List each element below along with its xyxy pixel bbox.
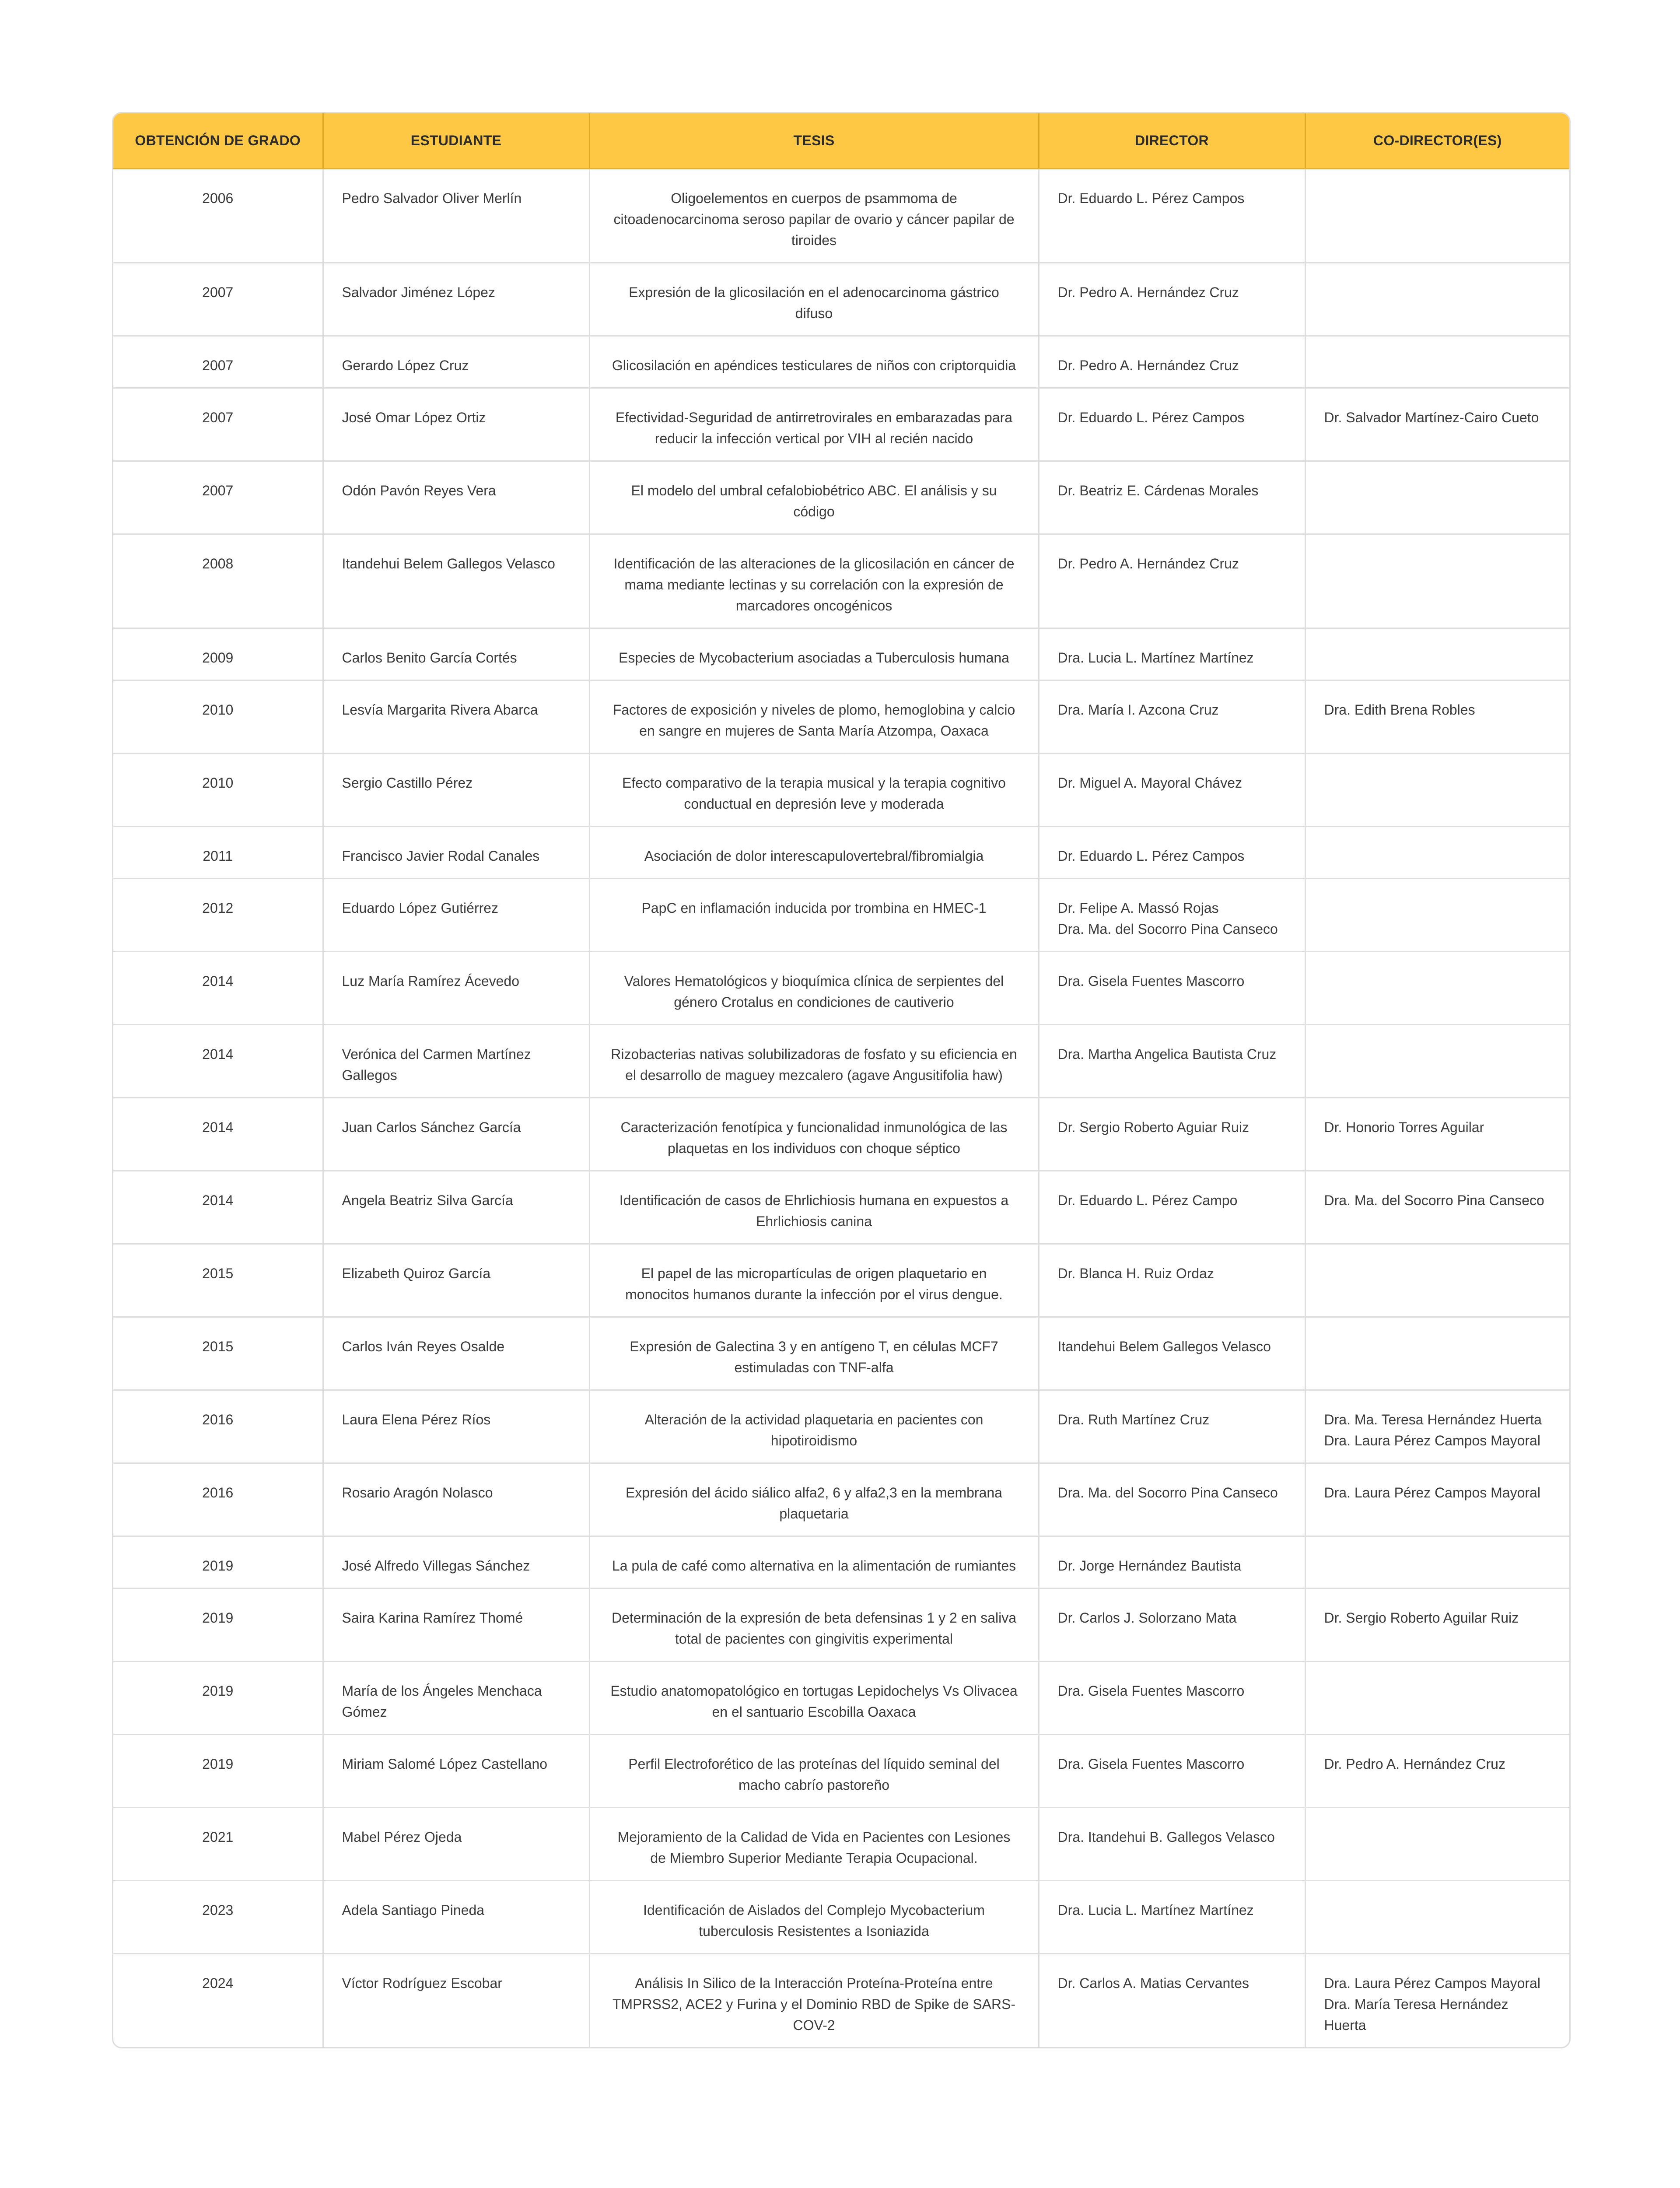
codirector-cell (1305, 1588, 1569, 1662)
graduation-year-cell: 2021 (113, 1808, 323, 1881)
student-cell: Lesvía Margarita Rivera Abarca (323, 680, 589, 754)
director-name: Dr. Eduardo L. Pérez Campos (1057, 190, 1245, 206)
graduation-year-cell: 2019 (113, 1735, 323, 1808)
thesis-cell: Expresión de la glicosilación en el adenocarcinoma gástrico difuso (589, 263, 1039, 336)
director-name: Dra. María I. Azcona Cruz (1057, 702, 1219, 718)
graduation-year-cell: 2010 (113, 680, 323, 754)
director-name: Dr. Miguel A. Mayoral Chávez (1057, 775, 1242, 791)
theses-table (113, 113, 1569, 2047)
table-row (113, 461, 1569, 534)
director-name: Dra. Ma. del Socorro Pina Canseco (1057, 921, 1278, 937)
table-row (113, 628, 1569, 680)
thesis-cell: El modelo del umbral cefalobiobétrico ABC. El análisis y su código (589, 461, 1039, 534)
codirector-name: Dra. Ma. Teresa Hernández Huerta (1324, 1412, 1542, 1427)
student-cell: Salvador Jiménez López (323, 263, 589, 336)
codirector-cell (1305, 1662, 1569, 1735)
student-cell: Carlos Benito García Cortés (323, 628, 589, 680)
codirector-cell (1305, 1390, 1569, 1463)
codirector-cell (1305, 754, 1569, 827)
codirector-cell (1305, 628, 1569, 680)
codirector-cell (1305, 879, 1569, 952)
theses-table-container (112, 112, 1571, 2048)
graduation-year-cell: 2014 (113, 1098, 323, 1171)
graduation-year-cell: 2006 (113, 169, 323, 263)
table-row (113, 1025, 1569, 1098)
thesis-cell: Expresión del ácido siálico alfa2, 6 y alfa2,3 en la membrana plaquetaria (589, 1463, 1039, 1536)
thesis-cell: PapC en inflamación inducida por trombina en HMEC-1 (589, 879, 1039, 952)
thesis-cell: Valores Hematológicos y bioquímica clínica de serpientes del género Crotalus en condiciones de cautiverio (589, 952, 1039, 1025)
table-row (113, 1536, 1569, 1588)
director-name: Dr. Jorge Hernández Bautista (1057, 1558, 1242, 1574)
director-name: Dr. Carlos J. Solorzano Mata (1057, 1610, 1237, 1626)
student-cell: Mabel Pérez Ojeda (323, 1808, 589, 1881)
codirector-cell (1305, 169, 1569, 263)
table-row (113, 336, 1569, 388)
codirector-cell (1305, 1954, 1569, 2048)
table-row (113, 263, 1569, 336)
director-name: Dra. Ma. del Socorro Pina Canseco (1057, 1485, 1278, 1501)
director-cell (1039, 1808, 1305, 1881)
header-student: ESTUDIANTE (323, 113, 589, 169)
director-cell (1039, 1881, 1305, 1954)
director-cell (1039, 1171, 1305, 1244)
codirector-name: Dr. Sergio Roberto Aguilar Ruiz (1324, 1610, 1519, 1626)
director-cell (1039, 263, 1305, 336)
student-cell: Adela Santiago Pineda (323, 1881, 589, 1954)
thesis-cell: Asociación de dolor interescapulovertebral/fibromialgia (589, 827, 1039, 879)
thesis-cell: La pula de café como alternativa en la alimentación de rumiantes (589, 1536, 1039, 1588)
student-cell: Verónica del Carmen Martínez Gallegos (323, 1025, 589, 1098)
student-cell: Elizabeth Quiroz García (323, 1244, 589, 1317)
codirector-name: Dra. Laura Pérez Campos Mayoral (1324, 1433, 1540, 1448)
director-cell (1039, 827, 1305, 879)
director-cell (1039, 534, 1305, 628)
director-cell (1039, 680, 1305, 754)
director-cell (1039, 1536, 1305, 1588)
table-header (113, 113, 1569, 169)
table-row (113, 1390, 1569, 1463)
table-row (113, 1317, 1569, 1390)
director-cell (1039, 1463, 1305, 1536)
student-cell: José Omar López Ortiz (323, 388, 589, 461)
table-row (113, 1171, 1569, 1244)
student-cell: Saira Karina Ramírez Thomé (323, 1588, 589, 1662)
director-name: Dr. Blanca H. Ruiz Ordaz (1057, 1266, 1214, 1281)
codirector-cell (1305, 1171, 1569, 1244)
director-name: Dr. Pedro A. Hernández Cruz (1057, 556, 1239, 572)
thesis-cell: Especies de Mycobacterium asociadas a Tuberculosis humana (589, 628, 1039, 680)
thesis-cell: Mejoramiento de la Calidad de Vida en Pacientes con Lesiones de Miembro Superior Mediante Terapia Ocupacional. (589, 1808, 1039, 1881)
director-cell (1039, 1735, 1305, 1808)
table-row (113, 1662, 1569, 1735)
director-cell (1039, 1317, 1305, 1390)
student-cell: Itandehui Belem Gallegos Velasco (323, 534, 589, 628)
table-row (113, 388, 1569, 461)
codirector-name: Dr. Salvador Martínez-Cairo Cueto (1324, 410, 1539, 425)
director-name: Dra. Gisela Fuentes Mascorro (1057, 1683, 1245, 1699)
codirector-name: Dra. Ma. del Socorro Pina Canseco (1324, 1192, 1544, 1208)
codirector-cell (1305, 1244, 1569, 1317)
table-row (113, 1954, 1569, 2048)
graduation-year-cell: 2007 (113, 336, 323, 388)
student-cell: Eduardo López Gutiérrez (323, 879, 589, 952)
codirector-name: Dra. Laura Pérez Campos Mayoral (1324, 1975, 1540, 1991)
director-name: Dra. Itandehui B. Gallegos Velasco (1057, 1829, 1275, 1845)
header-row (113, 113, 1569, 169)
thesis-cell: Caracterización fenotípica y funcionalidad inmunológica de las plaquetas en los individuos con choque séptico (589, 1098, 1039, 1171)
table-row (113, 534, 1569, 628)
graduation-year-cell: 2014 (113, 952, 323, 1025)
codirector-name: Dra. Laura Pérez Campos Mayoral (1324, 1485, 1540, 1501)
table-row (113, 827, 1569, 879)
director-name: Dr. Carlos A. Matias Cervantes (1057, 1975, 1249, 1991)
director-cell (1039, 754, 1305, 827)
director-name: Dr. Sergio Roberto Aguiar Ruiz (1057, 1119, 1250, 1135)
codirector-cell (1305, 1808, 1569, 1881)
student-cell: Laura Elena Pérez Ríos (323, 1390, 589, 1463)
graduation-year-cell: 2024 (113, 1954, 323, 2048)
codirector-name: Dra. Edith Brena Robles (1324, 702, 1475, 718)
codirector-cell (1305, 263, 1569, 336)
director-name: Dra. Lucia L. Martínez Martínez (1057, 650, 1254, 666)
director-cell (1039, 1390, 1305, 1463)
thesis-cell: Identificación de las alteraciones de la glicosilación en cáncer de mama mediante lectinas y su correlación con la expresión de marcadores oncogénicos (589, 534, 1039, 628)
director-cell (1039, 336, 1305, 388)
codirector-cell (1305, 388, 1569, 461)
graduation-year-cell: 2007 (113, 263, 323, 336)
codirector-cell (1305, 952, 1569, 1025)
graduation-year-cell: 2015 (113, 1317, 323, 1390)
graduation-year-cell: 2014 (113, 1025, 323, 1098)
thesis-cell: Factores de exposición y niveles de plomo, hemoglobina y calcio en sangre en mujeres de Santa María Atzompa, Oaxaca (589, 680, 1039, 754)
codirector-cell (1305, 1098, 1569, 1171)
thesis-cell: Expresión de Galectina 3 y en antígeno T, en células MCF7 estimuladas con TNF-alfa (589, 1317, 1039, 1390)
student-cell: Carlos Iván Reyes Osalde (323, 1317, 589, 1390)
student-cell: Rosario Aragón Nolasco (323, 1463, 589, 1536)
thesis-cell: Análisis In Silico de la Interacción Proteína-Proteína entre TMPRSS2, ACE2 y Furina y el Dominio RBD de Spike de SARS-COV-2 (589, 1954, 1039, 2048)
student-cell: Francisco Javier Rodal Canales (323, 827, 589, 879)
director-name: Dr. Felipe A. Massó Rojas (1057, 900, 1219, 916)
graduation-year-cell: 2008 (113, 534, 323, 628)
codirector-cell (1305, 1463, 1569, 1536)
codirector-name: Dr. Honorio Torres Aguilar (1324, 1119, 1484, 1135)
student-cell: José Alfredo Villegas Sánchez (323, 1536, 589, 1588)
graduation-year-cell: 2019 (113, 1536, 323, 1588)
director-name: Dra. Lucia L. Martínez Martínez (1057, 1902, 1254, 1918)
codirector-cell (1305, 1025, 1569, 1098)
director-name: Dr. Beatriz E. Cárdenas Morales (1057, 483, 1259, 498)
director-cell (1039, 388, 1305, 461)
thesis-cell: Efectividad-Seguridad de antirretrovirales en embarazadas para reducir la infección vertical por VIH al recién nacido (589, 388, 1039, 461)
codirector-cell (1305, 1881, 1569, 1954)
student-cell: Miriam Salomé López Castellano (323, 1735, 589, 1808)
thesis-cell: Estudio anatomopatológico en tortugas Lepidochelys Vs Olivacea en el santuario Escobilla Oaxaca (589, 1662, 1039, 1735)
thesis-cell: Efecto comparativo de la terapia musical y la terapia cognitivo conductual en depresión leve y moderada (589, 754, 1039, 827)
codirector-name: Dra. María Teresa Hernández Huerta (1324, 1996, 1508, 2033)
director-cell (1039, 1662, 1305, 1735)
graduation-year-cell: 2016 (113, 1463, 323, 1536)
director-cell (1039, 461, 1305, 534)
codirector-cell (1305, 461, 1569, 534)
student-cell: Juan Carlos Sánchez García (323, 1098, 589, 1171)
director-name: Dra. Martha Angelica Bautista Cruz (1057, 1046, 1277, 1062)
thesis-cell: Identificación de casos de Ehrlichiosis humana en expuestos a Ehrlichiosis canina (589, 1171, 1039, 1244)
director-name: Dra. Gisela Fuentes Mascorro (1057, 973, 1245, 989)
director-name: Dr. Eduardo L. Pérez Campo (1057, 1192, 1238, 1208)
codirector-cell (1305, 1735, 1569, 1808)
director-name: Dr. Pedro A. Hernández Cruz (1057, 358, 1239, 373)
table-row (113, 754, 1569, 827)
thesis-cell: Identificación de Aislados del Complejo Mycobacterium tuberculosis Resistentes a Isoniazida (589, 1881, 1039, 1954)
student-cell: Luz María Ramírez Ácevedo (323, 952, 589, 1025)
codirector-cell (1305, 336, 1569, 388)
codirector-cell (1305, 534, 1569, 628)
thesis-cell: El papel de las micropartículas de origen plaquetario en monocitos humanos durante la infección por el virus dengue. (589, 1244, 1039, 1317)
director-cell (1039, 169, 1305, 263)
graduation-year-cell: 2007 (113, 388, 323, 461)
table-row (113, 1881, 1569, 1954)
graduation-year-cell: 2011 (113, 827, 323, 879)
codirector-name: Dr. Pedro A. Hernández Cruz (1324, 1756, 1505, 1772)
header-codirectors: CO-DIRECTOR(ES) (1305, 113, 1569, 169)
codirector-cell (1305, 827, 1569, 879)
thesis-cell: Alteración de la actividad plaquetaria en pacientes con hipotiroidismo (589, 1390, 1039, 1463)
director-name: Dra. Gisela Fuentes Mascorro (1057, 1756, 1245, 1772)
table-row (113, 952, 1569, 1025)
graduation-year-cell: 2014 (113, 1171, 323, 1244)
table-row (113, 1808, 1569, 1881)
student-cell: Víctor Rodríguez Escobar (323, 1954, 589, 2048)
director-cell (1039, 1954, 1305, 2048)
director-cell (1039, 1244, 1305, 1317)
director-cell (1039, 628, 1305, 680)
graduation-year-cell: 2023 (113, 1881, 323, 1954)
director-cell (1039, 1588, 1305, 1662)
graduation-year-cell: 2012 (113, 879, 323, 952)
table-row (113, 1098, 1569, 1171)
header-director: DIRECTOR (1039, 113, 1305, 169)
thesis-cell: Rizobacterias nativas solubilizadoras de fosfato y su eficiencia en el desarrollo de maguey mezcalero (agave Angusitifolia haw) (589, 1025, 1039, 1098)
thesis-cell: Perfil Electroforético de las proteínas del líquido seminal del macho cabrío pastoreño (589, 1735, 1039, 1808)
director-cell (1039, 952, 1305, 1025)
table-row (113, 1588, 1569, 1662)
header-thesis: TESIS (589, 113, 1039, 169)
director-name: Dr. Eduardo L. Pérez Campos (1057, 410, 1245, 425)
codirector-cell (1305, 1317, 1569, 1390)
table-row (113, 169, 1569, 263)
graduation-year-cell: 2009 (113, 628, 323, 680)
student-cell: Pedro Salvador Oliver Merlín (323, 169, 589, 263)
codirector-cell (1305, 680, 1569, 754)
graduation-year-cell: 2019 (113, 1662, 323, 1735)
director-cell (1039, 1025, 1305, 1098)
codirector-cell (1305, 1536, 1569, 1588)
director-cell (1039, 1098, 1305, 1171)
table-row (113, 879, 1569, 952)
graduation-year-cell: 2015 (113, 1244, 323, 1317)
director-name: Dra. Ruth Martínez Cruz (1057, 1412, 1210, 1427)
table-row (113, 1735, 1569, 1808)
director-name: Itandehui Belem Gallegos Velasco (1057, 1339, 1271, 1354)
graduation-year-cell: 2016 (113, 1390, 323, 1463)
student-cell: Sergio Castillo Pérez (323, 754, 589, 827)
director-name: Dr. Pedro A. Hernández Cruz (1057, 284, 1239, 300)
graduation-year-cell: 2007 (113, 461, 323, 534)
thesis-cell: Glicosilación en apéndices testiculares de niños con criptorquidia (589, 336, 1039, 388)
student-cell: Odón Pavón Reyes Vera (323, 461, 589, 534)
student-cell: Angela Beatriz Silva García (323, 1171, 589, 1244)
table-row (113, 1244, 1569, 1317)
director-name: Dr. Eduardo L. Pérez Campos (1057, 848, 1245, 864)
graduation-year-cell: 2019 (113, 1588, 323, 1662)
director-cell (1039, 879, 1305, 952)
student-cell: Gerardo López Cruz (323, 336, 589, 388)
graduation-year-cell: 2010 (113, 754, 323, 827)
table-row (113, 1463, 1569, 1536)
table-row (113, 680, 1569, 754)
thesis-cell: Determinación de la expresión de beta defensinas 1 y 2 en saliva total de pacientes con gingivitis experimental (589, 1588, 1039, 1662)
table-body (113, 169, 1569, 2048)
thesis-cell: Oligoelementos en cuerpos de psammoma de citoadenocarcinoma seroso papilar de ovario y cáncer papilar de tiroides (589, 169, 1039, 263)
student-cell: María de los Ángeles Menchaca Gómez (323, 1662, 589, 1735)
header-graduation-year: OBTENCIÓN DE GRADO (113, 113, 323, 169)
